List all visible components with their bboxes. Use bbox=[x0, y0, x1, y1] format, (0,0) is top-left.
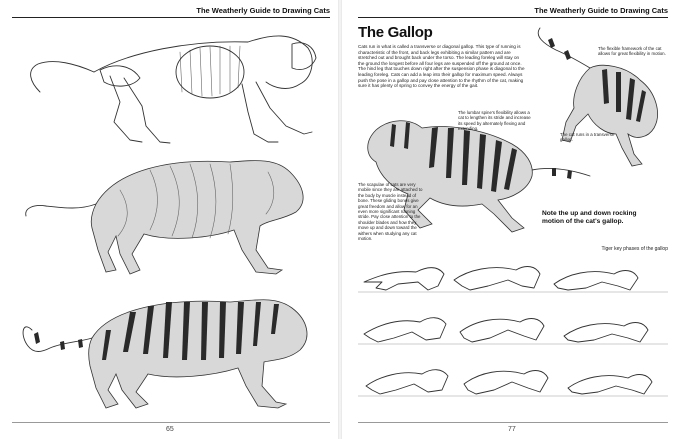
gallop-body-text: Cats run in what is called a transverse or diagonal gallop. This type of running is characteristic of the front, and back legs exhibiting a similar pattern and are stretched out and brought back under the torso. The leading foreleg will stay on the ground the longest before all four legs are suspended off the ground at once. The hind leg that touches down right after the suspension phase is diagonal to the leading foreleg. Cats can add a leap into their gallop for maximum speed. Always push the pose in a gallop and pay close attention to the rhythm of the cat, making sure it has plenty of spring to convey the energy of the gait. bbox=[358, 44, 525, 89]
muscle-tail bbox=[26, 204, 96, 216]
skeleton-figure bbox=[20, 22, 320, 152]
framework-note: The flexible framework of the cat allows for great flexibility in motion. bbox=[598, 46, 666, 57]
phase-row-3 bbox=[366, 370, 652, 394]
galloping-tiger-tail bbox=[532, 168, 590, 176]
skeleton-ribs bbox=[180, 46, 240, 96]
right-running-header: The Weatherly Guide to Drawing Cats bbox=[534, 6, 668, 15]
phases-caption: Tiger key phases of the gallop bbox=[601, 246, 668, 252]
musculature-figure bbox=[20, 150, 320, 285]
left-footer-rule bbox=[12, 422, 330, 423]
right-header-rule bbox=[358, 17, 668, 18]
left-page-number: 65 bbox=[166, 426, 174, 433]
tiger-figure bbox=[20, 290, 320, 410]
leaping-tiger-tail bbox=[538, 28, 590, 68]
section-title: The Gallop bbox=[358, 24, 433, 41]
right-page-number: 77 bbox=[508, 426, 516, 433]
right-footer-rule bbox=[358, 422, 668, 423]
left-page bbox=[0, 0, 338, 439]
left-header-rule bbox=[12, 17, 330, 18]
phase-row-1 bbox=[364, 267, 638, 290]
skeleton-spine bbox=[94, 36, 312, 89]
skeleton-tail bbox=[31, 62, 94, 92]
skeleton-fore-leg-2 bbox=[256, 82, 312, 134]
left-running-header: The Weatherly Guide to Drawing Cats bbox=[196, 6, 330, 15]
skeleton-pelvis bbox=[100, 66, 140, 86]
skeleton-fore-leg-1 bbox=[242, 84, 278, 142]
transverse-note: The cat runs in a transverse gallop. bbox=[560, 132, 615, 143]
skeleton-hind-leg-2 bbox=[124, 78, 170, 143]
right-page bbox=[342, 0, 680, 439]
scapulae-note: The scapulae of cats are very mobile since they are attached to the body by muscle instead of bone. These gliding bones give great freedom and allow for an even more significant running stride. Pay close attention to the shoulder blades and how they move up and down toward the withers when studying any cat motion. bbox=[358, 182, 423, 242]
rocking-motion-note: Note the up and down rocking motion of the cat's gallop. bbox=[542, 210, 637, 225]
spine-note: The lumbar spine's flexibility allows a cat to lengthen its stride and increase its speed by alternately flexing and extending. bbox=[458, 110, 531, 132]
gallop-phases-figure bbox=[358, 252, 668, 412]
phase-row-2 bbox=[364, 318, 648, 342]
